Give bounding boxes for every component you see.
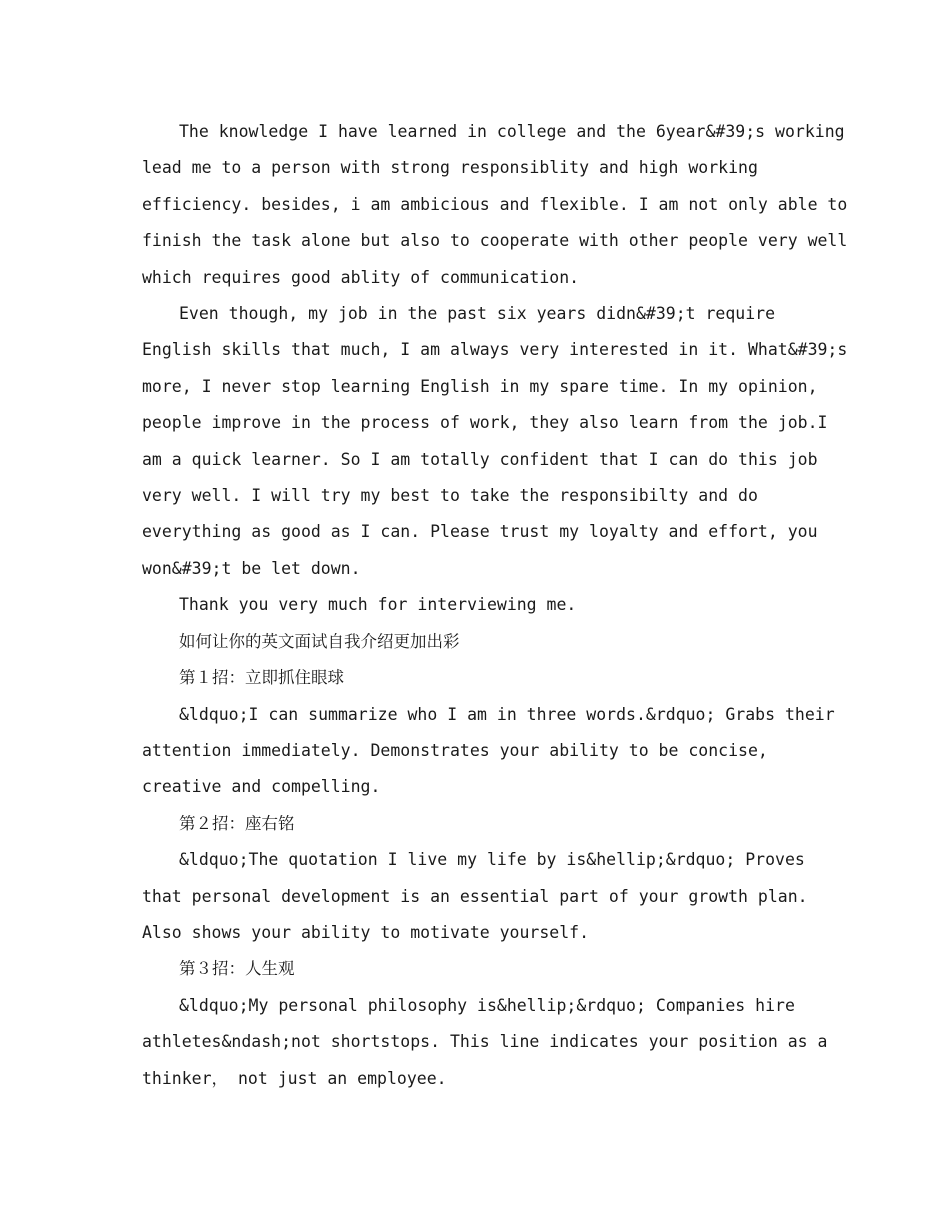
text-line: &ldquo;I can summarize who I am in three words.&rdquo; Grabs their [179,704,835,724]
tip-2-heading [142,806,810,842]
text-line: that personal development is an essential part of your growth plan. [142,886,808,906]
text-line: am a quick learner. So I am totally confident that I can do this job [142,449,818,469]
text-line: efficiency. besides, i am ambicious and flexible. I am not only able to [142,194,848,214]
tip-2-body [142,842,810,951]
heading-text: 第３招：人生观 [179,959,295,979]
text-line: very well. I will try my best to take the responsibilty and do [142,486,758,506]
text-line: won&#39;t be let down. [142,558,361,578]
text-line: creative and compelling. [142,777,381,797]
text-line: Even though, my job in the past six years didn&#39;t require [179,304,776,324]
text-line: athletes&ndash;not shortstops. This line indicates your position as a [142,1032,828,1052]
document-body [142,114,848,1097]
heading-text: 第２招：座右铭 [179,813,295,833]
text-line: The knowledge I have learned in college and the 6year&#39;s working [179,122,845,141]
text-line: &ldquo;The quotation I live my life by is&hellip;&rdquo; Proves [179,850,805,870]
text-line: English skills that much, I am always very interested in it. What&#39;s [142,340,848,360]
text-line: which requires good ablity of communication. [142,267,580,287]
tip-1-body [142,697,835,806]
text-line: finish the task alone but also to cooperate with other people very well [142,231,848,251]
heading-text: 如何让你的英文面试自我介绍更加出彩 [179,631,460,651]
paragraph-knowledge [142,114,848,296]
tip-3-heading [142,951,810,987]
paragraph-even-though [142,296,848,587]
text-line: Thank you very much for interviewing me. [179,595,577,615]
text-line: attention immediately. Demonstrates your ability to be concise, [142,740,768,760]
tip-1-heading [142,660,810,696]
heading-text: 第１招：立即抓住眼球 [179,668,344,688]
tip-3-body [142,988,828,1097]
text-line: everything as good as I can. Please trust my loyalty and effort, you [142,522,818,542]
text-line: more, I never stop learning English in my spare time. In my opinion, [142,376,818,396]
text-line: thinker， not just an employee. [142,1068,447,1088]
paragraph-thank-you [142,587,810,623]
text-line: people improve in the process of work, they also learn from the job.I [142,413,828,433]
text-line: Also shows your ability to motivate yourself. [142,922,590,942]
section-heading [142,624,810,660]
text-line: &ldquo;My personal philosophy is&hellip;&rdquo; Companies hire [179,995,795,1015]
text-line: lead me to a person with strong responsiblity and high working [142,158,758,178]
